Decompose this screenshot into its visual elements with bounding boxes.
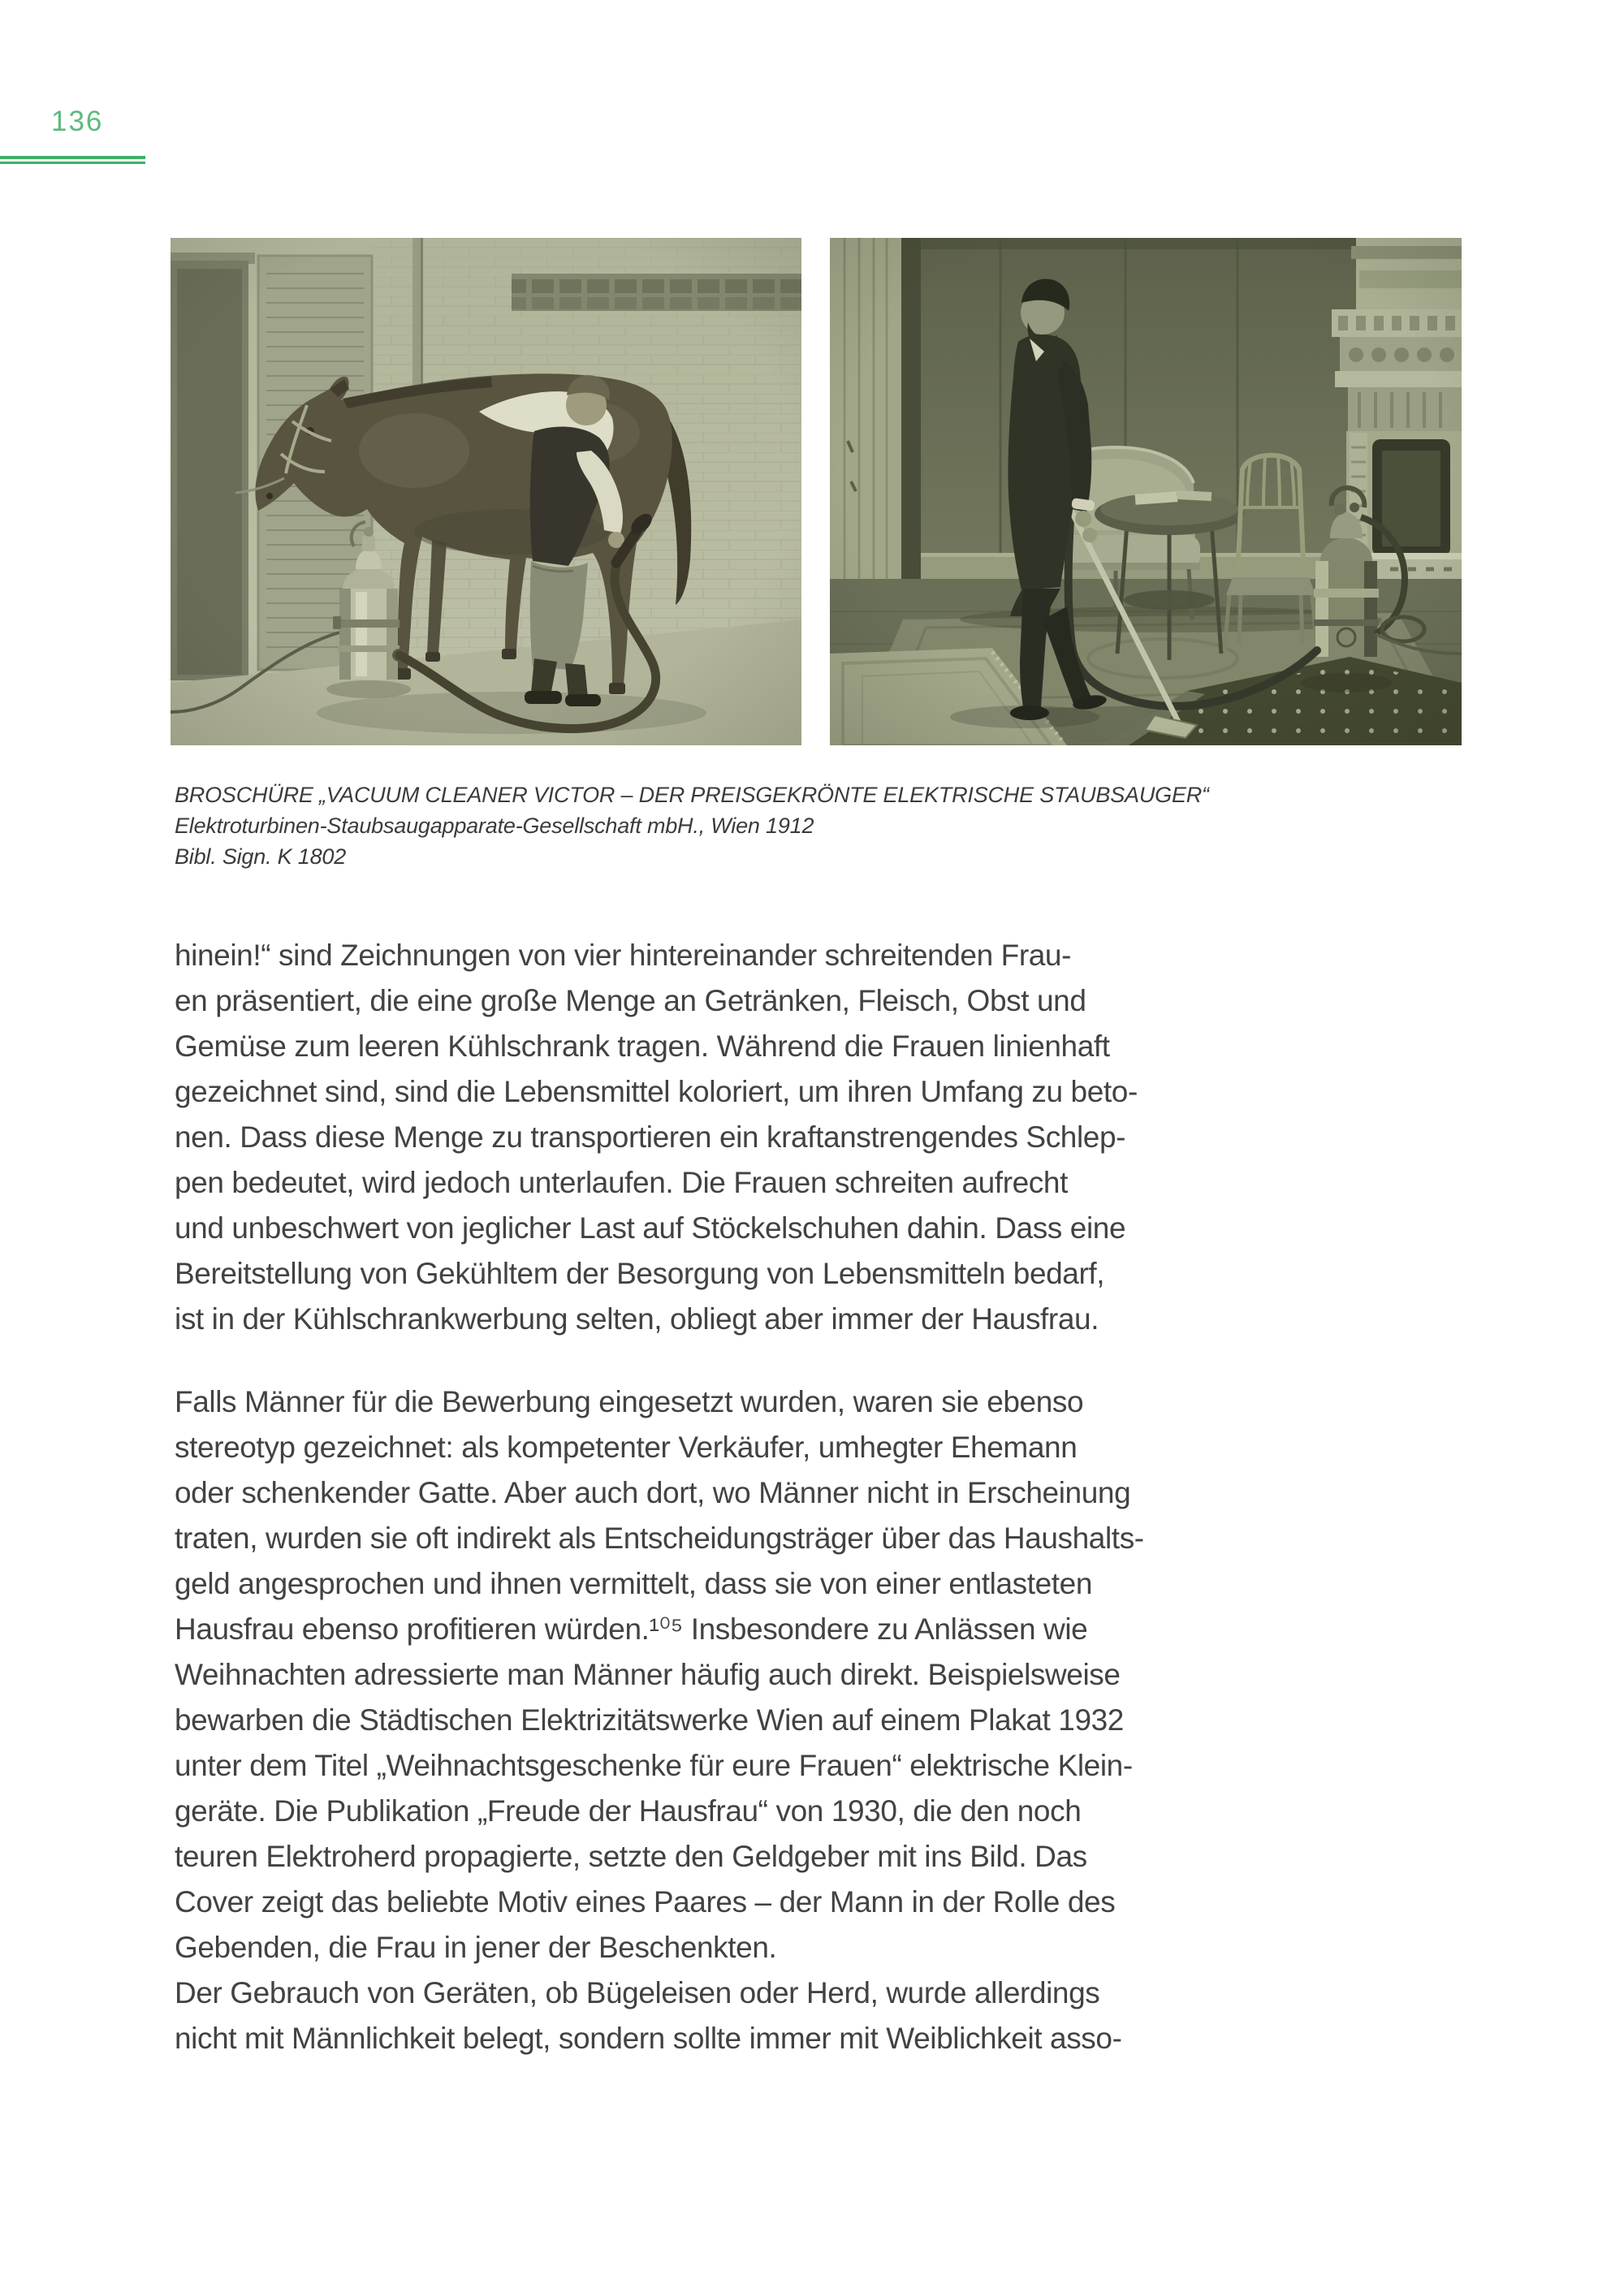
body-line: geld angesprochen und ihnen vermittelt, dass sie von einer entlasteten — [175, 1567, 1093, 1600]
paragraph-2 — [175, 1379, 1441, 2061]
body-line: unter dem Titel „Weihnachtsgeschenke für eure Frauen“ elektrische Klein- — [175, 1749, 1133, 1782]
body-line: oder schenkender Gatte. Aber auch dort, wo Männer nicht in Erscheinung — [175, 1476, 1131, 1509]
figure-caption — [175, 779, 1209, 872]
body-line: Cover zeigt das beliebte Motiv eines Paares – der Mann in der Rolle des — [175, 1885, 1116, 1919]
rule-bottom — [0, 162, 145, 164]
rule-top — [0, 156, 145, 159]
figure-pair — [171, 238, 1462, 745]
body-line: Falls Männer für die Bewerbung eingesetzt wurden, waren sie ebenso — [175, 1385, 1084, 1418]
body-line: ist in der Kühlschrankwerbung selten, obliegt aber immer der Hausfrau. — [175, 1302, 1099, 1336]
body-line: pen bedeutet, wird jedoch unterlaufen. Die Frauen schreiten aufrecht — [175, 1166, 1068, 1199]
body-line: Weihnachten adressierte man Männer häufig auch direkt. Beispielsweise — [175, 1658, 1121, 1691]
photo-horse-vacuum — [171, 238, 801, 745]
body-line: stereotyp gezeichnet: als kompetenter Verkäufer, umhegter Ehemann — [175, 1431, 1078, 1464]
photo-man-vacuum-room — [830, 238, 1462, 745]
body-line: Gemüse zum leeren Kühlschrank tragen. Während die Frauen linienhaft — [175, 1029, 1110, 1063]
body-line: nen. Dass diese Menge zu transportieren ein kraftanstrengendes Schlep- — [175, 1120, 1126, 1154]
room-vacuum-illustration — [830, 238, 1462, 745]
body-line: und unbeschwert von jeglicher Last auf Stöckelschuhen dahin. Dass eine — [175, 1211, 1126, 1245]
caption-line-3: Bibl. Sign. K 1802 — [175, 844, 347, 869]
body-text — [175, 933, 1441, 2061]
caption-line-1: BROSCHÜRE „VACUUM CLEANER VICTOR – DER PREISGEKRÖNTE ELEKTRISCHE STAUBSAUGER“ — [175, 783, 1209, 807]
body-line: en präsentiert, die eine große Menge an Getränken, Fleisch, Obst und — [175, 984, 1086, 1017]
body-line: Der Gebrauch von Geräten, ob Bügeleisen oder Herd, wurde allerdings — [175, 1976, 1100, 2009]
body-line: Hausfrau ebenso profitieren würden.¹⁰⁵ Insbesondere zu Anlässen wie — [175, 1612, 1088, 1646]
body-line: nicht mit Männlichkeit belegt, sondern sollte immer mit Weiblichkeit asso- — [175, 2022, 1122, 2055]
body-line: hinein!“ sind Zeichnungen von vier hintereinander schreitenden Frau- — [175, 939, 1072, 972]
body-line: geräte. Die Publikation „Freude der Hausfrau“ von 1930, die den noch — [175, 1794, 1082, 1828]
body-line: teuren Elektroherd propagierte, setzte den Geldgeber mit ins Bild. Das — [175, 1840, 1087, 1873]
body-line: bewarben die Städtischen Elektrizitätswerke Wien auf einem Plakat 1932 — [175, 1703, 1124, 1737]
page-number: 136 — [51, 106, 104, 137]
body-line: Gebenden, die Frau in jener der Beschenkten. — [175, 1931, 777, 1964]
body-line: Bereitstellung von Gekühltem der Besorgung von Lebensmitteln bedarf, — [175, 1257, 1105, 1290]
horse-vacuum-illustration — [171, 238, 801, 745]
caption-line-2: Elektroturbinen-Staubsaugapparate-Gesellschaft mbH., Wien 1912 — [175, 814, 814, 838]
body-line: traten, wurden sie oft indirekt als Entscheidungsträger über das Haushalts- — [175, 1522, 1144, 1555]
body-line: gezeichnet sind, sind die Lebensmittel koloriert, um ihren Umfang zu beto- — [175, 1075, 1138, 1108]
green-double-rule — [0, 156, 145, 164]
paragraph-1 — [175, 933, 1441, 1342]
